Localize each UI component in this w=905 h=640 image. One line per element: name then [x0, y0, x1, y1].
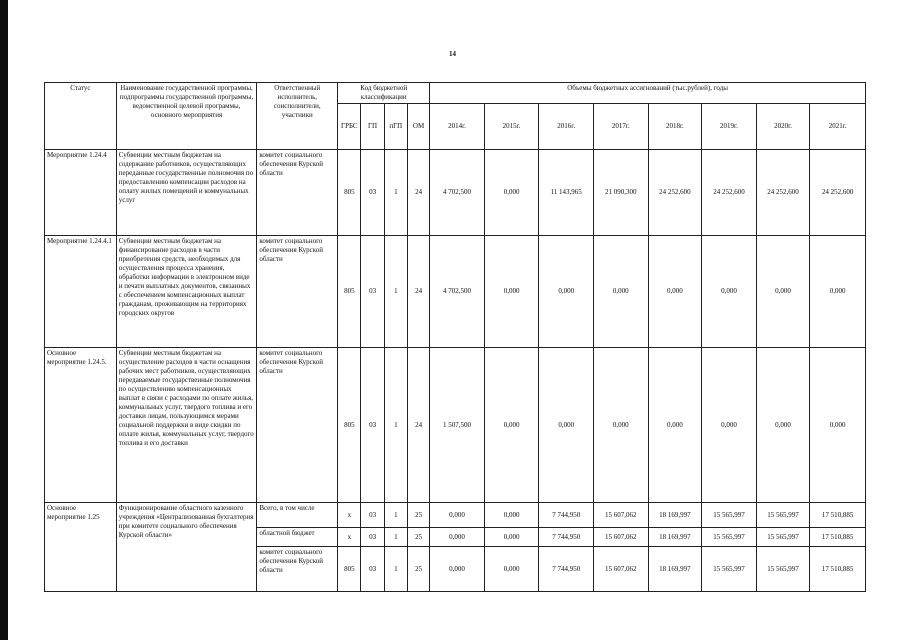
value-cell: 0,000: [702, 236, 757, 348]
table-row: [45, 503, 866, 528]
scan-edge: [0, 0, 8, 640]
value-cell: 0,000: [648, 236, 702, 348]
code-cell: 03: [361, 528, 384, 547]
value-cell: 4 702,500: [430, 236, 485, 348]
value-cell: 15 565,997: [756, 528, 810, 547]
value-cell: 7 744,950: [539, 503, 594, 528]
status-cell: Мероприятие 1.24.4.1: [45, 236, 117, 348]
page-number: 14: [449, 50, 456, 58]
value-cell: 0,000: [484, 150, 539, 236]
value-cell: 24 252,600: [810, 150, 866, 236]
value-cell: 15 607,062: [593, 528, 648, 547]
value-cell: 17 510,885: [810, 528, 866, 547]
value-cell: 0,000: [810, 348, 866, 503]
value-cell: 1 507,500: [430, 348, 485, 503]
code-cell: 03: [361, 547, 384, 592]
header-year: 2020г.: [756, 104, 810, 150]
value-cell: 15 565,997: [756, 547, 810, 592]
value-cell: 0,000: [756, 348, 810, 503]
value-cell: 15 565,997: [702, 503, 757, 528]
value-cell: 0,000: [756, 236, 810, 348]
value-cell: 0,000: [648, 348, 702, 503]
value-cell: 15 565,997: [702, 528, 757, 547]
code-cell: 03: [361, 348, 384, 503]
header-name: Наименование государственной программы, подпрограммы государственной программы, ведомственной целевой программы, основного мероприятия: [116, 83, 257, 150]
header-year: 2017г.: [593, 104, 648, 150]
status-cell: Основное мероприятие 1.24.5.: [45, 348, 117, 503]
code-cell: 03: [361, 503, 384, 528]
header-year: 2015г.: [484, 104, 539, 150]
value-cell: 0,000: [484, 503, 539, 528]
executor-cell: областной бюджет: [257, 528, 338, 547]
value-cell: 15 607,062: [593, 547, 648, 592]
code-cell: 805: [338, 150, 361, 236]
value-cell: 0,000: [810, 236, 866, 348]
code-cell: х: [338, 528, 361, 547]
code-cell: х: [338, 503, 361, 528]
value-cell: 0,000: [484, 528, 539, 547]
value-cell: 0,000: [593, 348, 648, 503]
code-cell: 25: [407, 528, 429, 547]
code-cell: 1: [384, 503, 407, 528]
header-year: 2018г.: [648, 104, 702, 150]
header-code-col: ОМ: [407, 104, 429, 150]
status-cell: Основное мероприятие 1.25: [45, 503, 117, 592]
executor-cell: комитет социального обеспечения Курской области: [257, 236, 338, 348]
code-cell: 1: [384, 348, 407, 503]
code-cell: 1: [384, 150, 407, 236]
code-cell: 25: [407, 547, 429, 592]
header-code-col: пГП: [384, 104, 407, 150]
value-cell: 24 252,600: [702, 150, 757, 236]
header-code-col: ГП: [361, 104, 384, 150]
code-cell: 1: [384, 528, 407, 547]
code-cell: 1: [384, 236, 407, 348]
code-cell: 805: [338, 547, 361, 592]
header-executor: Ответственный исполнитель, соисполнители, участники: [257, 83, 338, 150]
value-cell: 17 510,885: [810, 547, 866, 592]
value-cell: 17 510,885: [810, 503, 866, 528]
code-cell: 24: [407, 236, 429, 348]
executor-cell: комитет социального обеспечения Курской области: [257, 547, 338, 592]
value-cell: 0,000: [539, 236, 594, 348]
code-cell: 25: [407, 503, 429, 528]
value-cell: 4 702,500: [430, 150, 485, 236]
name-cell: Функционирование областного казенного учреждения «Централизованная бухгалтерия при комитете социального обеспечения Курской области»: [116, 503, 257, 592]
code-cell: 24: [407, 150, 429, 236]
code-cell: 805: [338, 348, 361, 503]
executor-cell: комитет социального обеспечения Курской области: [257, 348, 338, 503]
value-cell: 15 607,062: [593, 503, 648, 528]
value-cell: 7 744,950: [539, 547, 594, 592]
value-cell: 0,000: [484, 348, 539, 503]
value-cell: 0,000: [484, 547, 539, 592]
code-cell: 03: [361, 150, 384, 236]
value-cell: 0,000: [430, 528, 485, 547]
value-cell: 0,000: [430, 547, 485, 592]
value-cell: 0,000: [539, 348, 594, 503]
value-cell: 21 090,300: [593, 150, 648, 236]
header-amounts-group: Объемы бюджетных ассигнований (тыс.рублей), годы: [430, 83, 866, 104]
value-cell: 15 565,997: [702, 547, 757, 592]
executor-cell: комитет социального обеспечения Курской области: [257, 150, 338, 236]
table-row: [45, 150, 866, 236]
header-code-col: ГРБС: [338, 104, 361, 150]
value-cell: 18 169,997: [648, 547, 702, 592]
name-cell: Субвенции местным бюджетам на содержание работников, осуществляющих переданные государственные полномочия по предоставлению компенсации расходов на оплату жилых помещений и коммунальных услуг: [116, 150, 257, 236]
value-cell: 0,000: [430, 503, 485, 528]
table-row: [45, 236, 866, 348]
value-cell: 18 169,997: [648, 503, 702, 528]
header-year: 2014г.: [430, 104, 485, 150]
header-status: Статус: [45, 83, 117, 150]
name-cell: Субвенции местным бюджетам на финансирование расходов в части приобретения средств, необходимых для осуществления процесса хранения, обработки информации в электронном виде и печати выплатных документов, связанных с обеспечением компенсационных выплат гражданам, проживающим на территориях городских округов: [116, 236, 257, 348]
value-cell: 15 565,997: [756, 503, 810, 528]
code-cell: 1: [384, 547, 407, 592]
status-cell: Мероприятие 1.24.4: [45, 150, 117, 236]
value-cell: 24 252,600: [648, 150, 702, 236]
value-cell: 0,000: [702, 348, 757, 503]
value-cell: 18 169,997: [648, 528, 702, 547]
header-year: 2016г.: [539, 104, 594, 150]
budget-table: [44, 82, 866, 592]
value-cell: 7 744,950: [539, 528, 594, 547]
code-cell: 805: [338, 236, 361, 348]
code-cell: 03: [361, 236, 384, 348]
value-cell: 0,000: [484, 236, 539, 348]
value-cell: 24 252,600: [756, 150, 810, 236]
name-cell: Субвенции местным бюджетам на осуществление расходов в части оснащения рабочих мест работников, осуществляющих передаваемые государственные полномочия по осуществлению компенсационных выплат в связи с расходами по оплате жилья, коммунальных услуг, твердого топлива и его доставки лицам, пользующимся мерами социальной поддержки в виде скидки по оплате жилья, коммунальных услуг, твердого топлива и его доставки: [116, 348, 257, 503]
code-cell: 24: [407, 348, 429, 503]
value-cell: 11 143,965: [539, 150, 594, 236]
header-code-group: Код бюджетной классификации: [338, 83, 430, 104]
header-year: 2021г.: [810, 104, 866, 150]
executor-cell: Всего, в том числе: [257, 503, 338, 528]
header-year: 2019г.: [702, 104, 757, 150]
table-row: [45, 348, 866, 503]
value-cell: 0,000: [593, 236, 648, 348]
